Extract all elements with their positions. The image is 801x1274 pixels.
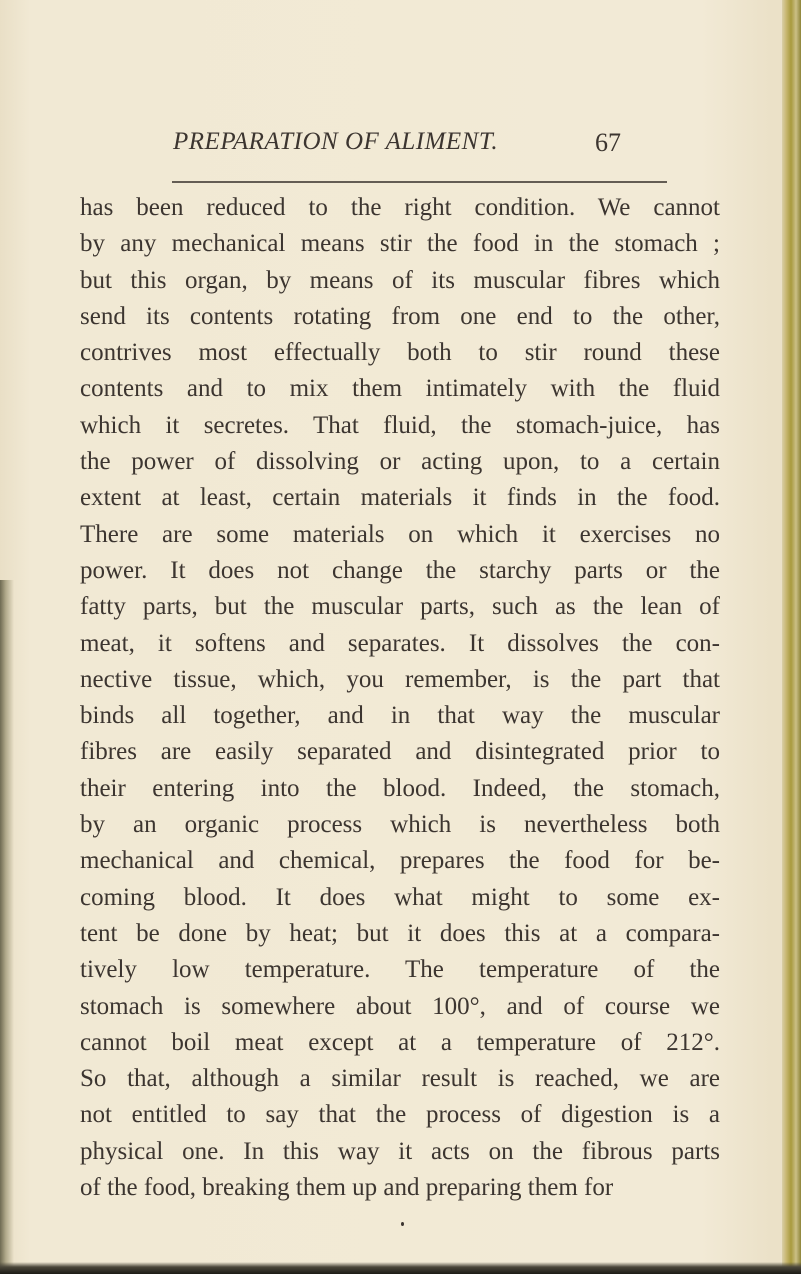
text-line: has been reduced to the right condition. We cannot xyxy=(80,194,720,221)
text-line: fatty parts, but the muscular parts, such as the lean of xyxy=(80,593,720,621)
ink-speck xyxy=(401,1222,404,1226)
text-line: tively low temperature. The temperature of the xyxy=(80,956,720,984)
text-line: not entitled to say that the process of digestion is a xyxy=(80,1101,720,1129)
page-bottom-edge xyxy=(0,1262,801,1274)
text-line: by any mechanical means stir the food in the stomach ; xyxy=(80,230,720,258)
text-line: which it secretes. That fluid, the stomach-juice, has xyxy=(80,411,720,439)
text-line: by an organic process which is nevertheless both xyxy=(80,811,720,839)
header-rule xyxy=(172,181,667,183)
text-line: coming blood. It does what might to some ex- xyxy=(80,883,720,911)
text-line: mechanical and chemical, prepares the food for be- xyxy=(80,847,720,875)
binding-shadow xyxy=(0,580,14,1274)
body-text xyxy=(80,190,720,1206)
text-line: So that, although a similar result is reached, we are xyxy=(80,1065,720,1093)
text-line: contrives most effectually both to stir round these xyxy=(80,339,720,367)
text-line: extent at least, certain materials it finds in the food. xyxy=(80,484,720,512)
page-edge xyxy=(782,0,801,1274)
text-line: There are some materials on which it exercises no xyxy=(80,520,720,548)
page-header xyxy=(60,128,760,168)
text-line: their entering into the blood. Indeed, the stomach, xyxy=(80,774,720,802)
page-number: 67 xyxy=(595,128,621,157)
text-line: nective tissue, which, you remember, is the part that xyxy=(80,665,720,693)
text-line: contents and to mix them intimately with the fluid xyxy=(80,375,720,403)
text-line: stomach is somewhere about 100°, and of course we xyxy=(80,992,720,1020)
text-line: physical one. In this way it acts on the fibrous parts xyxy=(80,1137,720,1165)
text-line: power. It does not change the starchy parts or the xyxy=(80,556,720,584)
text-line: send its contents rotating from one end to the other, xyxy=(80,302,720,330)
text-line: cannot boil meat except at a temperature of 212°. xyxy=(80,1028,720,1056)
text-line: binds all together, and in that way the muscular xyxy=(80,702,720,730)
text-line: of the food, breaking them up and preparing them for xyxy=(80,1174,614,1202)
text-line: tent be done by heat; but it does this at a compara- xyxy=(80,919,720,947)
text-line: the power of dissolving or acting upon, to a certain xyxy=(80,448,720,476)
running-head: PREPARATION OF ALIMENT. xyxy=(173,128,499,155)
text-line: fibres are easily separated and disintegrated prior to xyxy=(80,738,720,766)
text-line: meat, it softens and separates. It dissolves the con- xyxy=(80,629,720,657)
text-line: but this organ, by means of its muscular fibres which xyxy=(80,266,720,294)
